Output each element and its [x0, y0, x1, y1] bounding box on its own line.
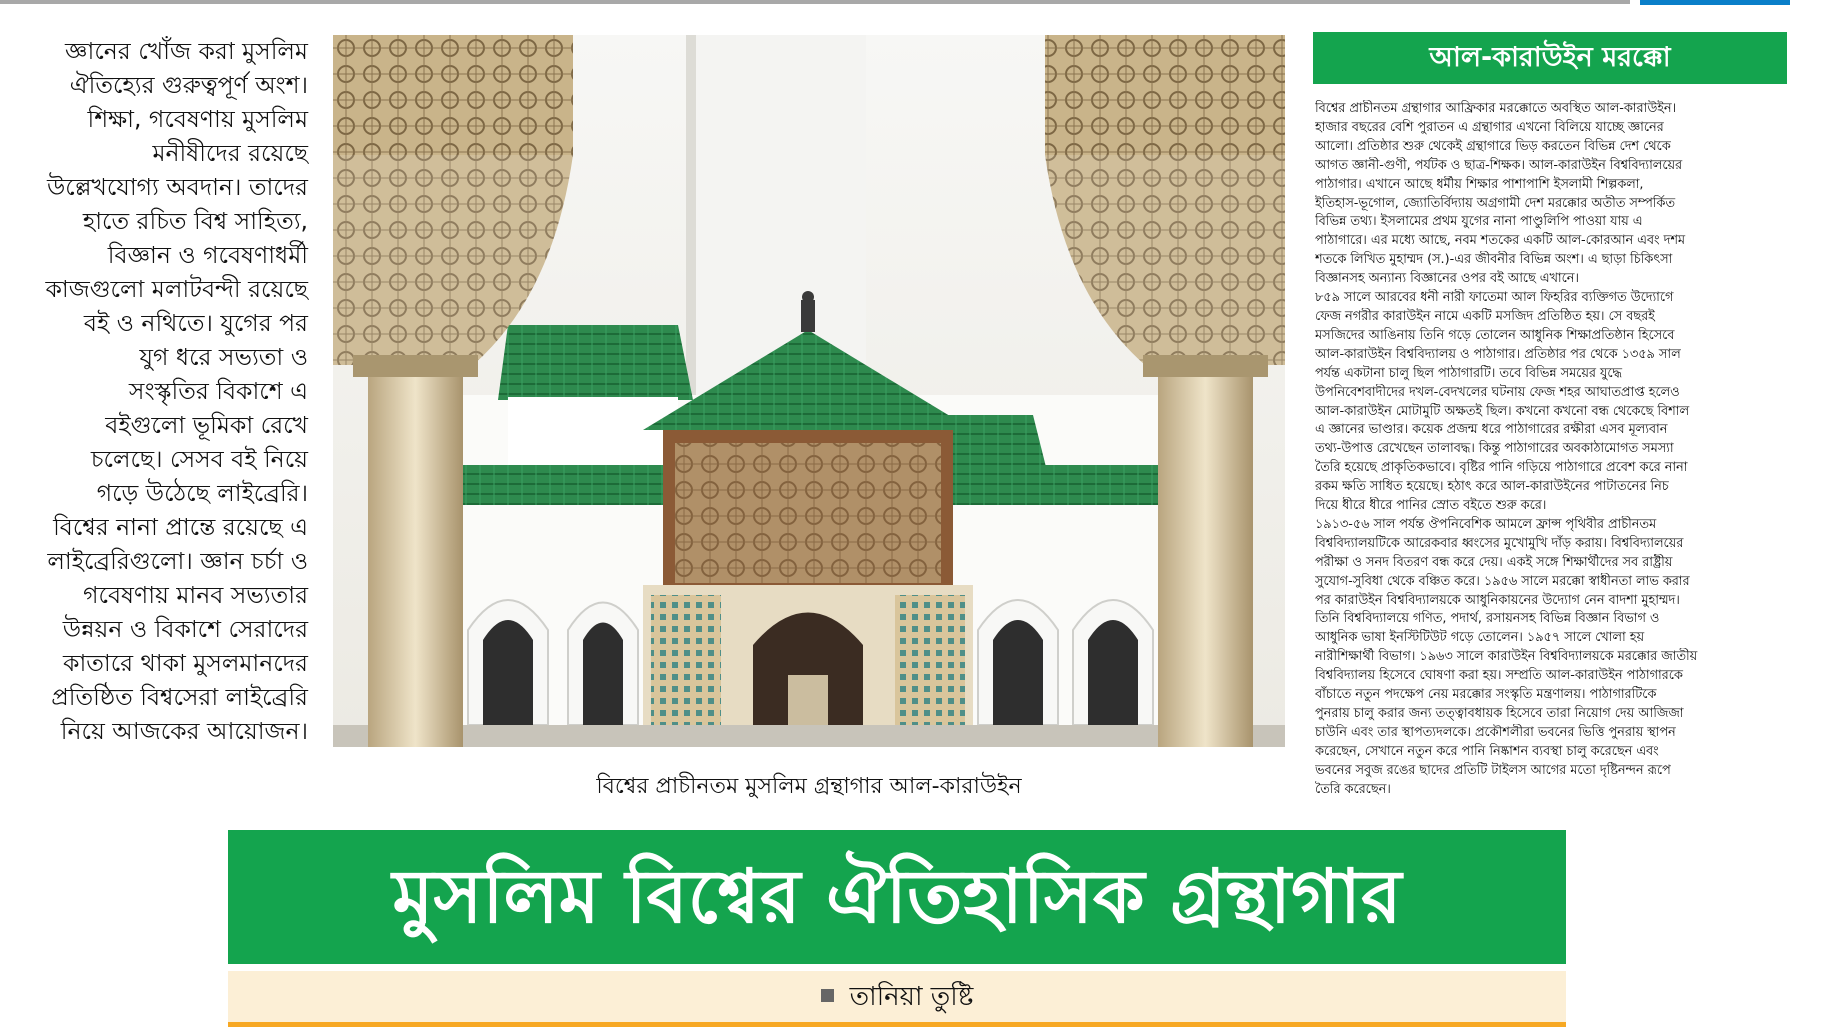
sidebar-line: বিশ্বের প্রাচীনতম গ্রন্থাগার আফ্রিকার মরক্কোতে অবস্থিত আল-কারাউইন।: [1315, 101, 1677, 116]
sidebar-line: পাঠাগারে। এর মধ্যে আছে, নবম শতকের একটি আল-কোরআন এবং দশম: [1315, 233, 1686, 249]
intro-line: হাতে রচিত বিশ্ব সাহিত্য,: [82, 207, 308, 235]
intro-line: লাইব্রেরিগুলো। জ্ঞান চর্চা ও: [47, 547, 308, 575]
sidebar-line: তৈরি করেছেন।: [1315, 781, 1391, 797]
sidebar-line: পরীক্ষা ও সনদ বিতরণ বন্ধ করে দেয়। একই সঙ্গে শিক্ষার্থীদের সব রাষ্ট্রীয়: [1315, 554, 1673, 570]
byline: তানিয়া তুষ্টি: [849, 982, 974, 1012]
intro-line: যুগ ধরে সভ্যতা ও: [139, 343, 308, 371]
library-courtyard-illustration: [333, 35, 1285, 747]
intro-line: উল্লেখযোগ্য অবদান। তাদের: [46, 173, 308, 201]
sidebar-line: বিশ্ববিদ্যালয়টিকে আরেকবার ধ্বংসের মুখোমুখি দাঁড় করায়। বিশ্ববিদ্যালয়ের: [1315, 535, 1684, 551]
intro-line: ঐতিহ্যের গুরুত্বপূর্ণ অংশ।: [69, 71, 308, 99]
headline: মুসলিম বিশ্বের ঐতিহাসিক গ্রন্থাগার: [228, 830, 1566, 964]
sidebar-line: নারীশিক্ষার্থী বিভাগ। ১৯৬৩ সালে কারাউইন বিশ্ববিদ্যালয়কে মরক্কোর জাতীয়: [1315, 649, 1698, 665]
sidebar-line: শতকে লিখিত মুহাম্মদ (স.)-এর জীবনীর বিভিন্ন অংশ। এ ছাড়া চিকিৎসা: [1315, 252, 1673, 268]
sidebar-line: বিশ্ববিদ্যালয় হিসেবে ঘোষণা করা হয়। সম্প্রতি আল-কারাউইন পাঠাগারকে: [1315, 668, 1683, 684]
intro-line: কাতারে থাকা মুসলমানদের: [63, 649, 308, 677]
sidebar-line: পুনরায় চালু করার জন্য তত্ত্বাবধায়ক হিসেবে তারা নিয়োগ দেয় আজিজা: [1315, 706, 1684, 721]
sidebar-line: চাউনি এবং তার স্থাপত্যদলকে। প্রকৌশলীরা ভবনের ভিত্তি পুনরায় স্থাপন: [1315, 724, 1676, 740]
sidebar-line: সুযোগ-সুবিধা থেকে বঞ্চিত করে। ১৯৫৬ সালে মরক্কো স্বাধীনতা লাভ করার: [1315, 573, 1690, 589]
sidebar-line: বাঁচাতে নতুন পদক্ষেপ নেয় মরক্কোর সংস্কৃতি মন্ত্রণালয়। পাঠাগারটিকে: [1315, 687, 1657, 703]
sidebar-line: পর্যন্ত একটানা চালু ছিল পাঠাগারটি। তবে বিভিন্ন সময়ের যুদ্ধে: [1315, 365, 1622, 381]
intro-line: মনীষীদের রয়েছে: [152, 139, 308, 167]
byline-bar: [228, 971, 1566, 1027]
sidebar-line: আল-কারাউইন মোটামুটি অক্ষতই ছিল। কখনো কখনো বন্ধ থেকেছে বিশাল: [1315, 403, 1689, 419]
top-accent-rule: [1640, 0, 1790, 5]
intro-line: শিক্ষা, গবেষণায় মুসলিম: [87, 105, 308, 133]
intro-line: কাজগুলো মলাটবন্দী রয়েছে: [45, 275, 308, 303]
sidebar-line: বিজ্ঞানসহ অন্যান্য বিজ্ঞানের ওপর বই আছে এখানে।: [1315, 271, 1579, 287]
intro-line: চলেছে। সেসব বই নিয়ে: [90, 445, 308, 473]
square-bullet-icon: [821, 989, 834, 1002]
intro-line: জ্ঞানের খোঁজ করা মুসলিম: [65, 37, 308, 65]
sidebar-line: ৮৫৯ সালে আরবের ধনী নারী ফাতেমা আল ফিহরির ব্যক্তিগত উদ্যোগে: [1315, 290, 1674, 306]
sidebar-line: আলো। প্রতিষ্ঠার শুরু থেকেই গ্রন্থাগারে ভিড় করতেন বিভিন্ন দেশ থেকে: [1315, 138, 1671, 154]
sidebar-line: পর কারাউইন বিশ্ববিদ্যালয়কে আধুনিকায়নের উদ্যোগ নেন বাদশা মুহাম্মদ।: [1315, 592, 1680, 608]
sidebar-line: তথ্য-উপাত্ত রেখেছেন তালাবদ্ধ। কিন্তু পাঠাগারের অবকাঠামোগত সমস্যা: [1315, 441, 1674, 457]
sidebar-line: বিভিন্ন তথ্য। ইসলামের প্রথম যুগের নানা পাণ্ডুলিপি পাওয়া যায় এ: [1315, 214, 1643, 230]
intro-line: বই ও নথিতে। যুগের পর: [83, 309, 308, 337]
sidebar-line: আধুনিক ভাষা ইনস্টিটিউট গড়ে তোলেন। ১৯৫৭ সালে খোলা হয়: [1315, 630, 1644, 646]
library-photo: [333, 35, 1285, 747]
intro-line: গবেষণায় মানব সভ্যতার: [83, 581, 308, 609]
sidebar-line: ইতিহাস-ভূগোল, জ্যোতির্বিদ্যায় অগ্রগামী দেশ মরক্কোর অতীত সম্পর্কিত: [1315, 195, 1675, 211]
sidebar-line: এ জ্ঞানের ভাণ্ডার। কয়েক প্রজন্ম ধরে পাঠাগারের রক্ষীরা এসব মূল্যবান: [1315, 422, 1668, 438]
sidebar-line: তৈরি হয়েছে প্রাকৃতিকভাবে। বৃষ্টির পানি গড়িয়ে পাঠাগারে প্রবেশ করে নানা: [1315, 460, 1688, 476]
intro-line: উন্নয়ন ও বিকাশে সেরাদের: [62, 615, 308, 643]
intro-line: বিশ্বের নানা প্রান্তে রয়েছে এ: [53, 513, 308, 541]
sidebar-line: তিনি বিশ্ববিদ্যালয়ে গণিত, পদার্থ, রসায়নসহ বিভিন্ন বিজ্ঞান বিভাগ ও: [1315, 611, 1660, 627]
sidebar-title: আল-কারাউইন মরক্কো: [1313, 32, 1787, 84]
intro-line: গড়ে উঠেছে লাইব্রেরি।: [96, 479, 308, 507]
intro-line: বইগুলো ভূমিকা রেখে: [105, 411, 308, 439]
sidebar-line: হাজার বছরের বেশি পুরাতন এ গ্রন্থাগার এখনো বিলিয়ে যাচ্ছে জ্ঞানের: [1315, 119, 1664, 135]
sidebar-line: উপনিবেশবাদীদের দখল-বেদখলের ঘটনায় ফেজ শহর আঘাতপ্রাপ্ত হলেও: [1315, 384, 1680, 400]
intro-line: বিজ্ঞান ও গবেষণাধর্মী: [107, 241, 308, 269]
sidebar-article: [1315, 100, 1790, 800]
sidebar-line: রকম ক্ষতি সাধিত হয়েছে। হঠাৎ করে আল-কারাউইনের পাটাতনের নিচ: [1315, 479, 1669, 495]
sidebar-line: করেছেন, সেখানে নতুন করে পানি নিষ্কাশন ব্যবস্থা চালু করেছেন এবং: [1315, 743, 1659, 759]
intro-line: প্রতিষ্ঠিত বিশ্বসেরা লাইব্রেরি: [51, 683, 308, 711]
intro-line: নিয়ে আজকের আয়োজন।: [60, 717, 308, 745]
sidebar-line: আল-কারাউইন বিশ্ববিদ্যালয় ও পাঠাগার। প্রতিষ্ঠার পর থেকে ১৩৫৯ সাল: [1315, 346, 1681, 362]
sidebar-line: মসজিদের আঙিনায় তিনি গড়ে তোলেন আধুনিক শিক্ষাপ্রতিষ্ঠান হিসেবে: [1315, 327, 1675, 343]
sidebar-line: দিয়ে ধীরে ধীরে পানির স্রোত বইতে শুরু করে।: [1315, 498, 1547, 514]
sidebar-line: ১৯১৩-৫৬ সাল পর্যন্ত ঔপনিবেশিক আমলে ফ্রান্স পৃথিবীর প্রাচীনতম: [1315, 516, 1657, 532]
sidebar-line: পাঠাগার। এখানে আছে ধর্মীয় শিক্ষার পাশাপাশি ইসলামী শিল্পকলা,: [1315, 176, 1644, 192]
intro-line: সংস্কৃতির বিকাশে এ: [128, 377, 308, 405]
photo-caption: বিশ্বের প্রাচীনতম মুসলিম গ্রন্থাগার আল-কারাউইন: [596, 774, 1022, 799]
sidebar-line: ভবনের সবুজ রঙের ছাদের প্রতিটি টাইলস আগের মতো দৃষ্টিনন্দন রূপে: [1315, 762, 1671, 778]
intro-column: [8, 34, 308, 748]
sidebar-line: ফেজ নগরীর কারাউইন নামে একটি মসজিদ প্রতিষ্ঠিত হয়। সে বছরই: [1315, 308, 1655, 324]
top-rule: [0, 0, 1630, 4]
sidebar-line: আগত জ্ঞানী-গুণী, পর্যটক ও ছাত্র-শিক্ষক। আল-কারাউইন বিশ্ববিদ্যালয়ের: [1315, 157, 1683, 173]
